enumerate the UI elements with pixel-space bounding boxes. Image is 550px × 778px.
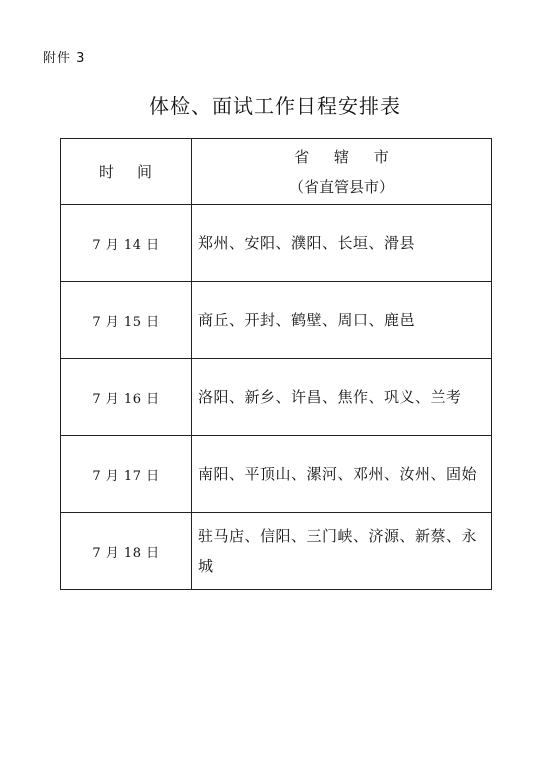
- row-cities: 南阳、平顶山、漯河、邓州、汝州、固始: [192, 436, 492, 513]
- header-region-line2: （省直管县市）: [288, 177, 394, 196]
- table-row: [61, 513, 492, 590]
- row-cities: 洛阳、新乡、许昌、焦作、巩义、兰考: [192, 359, 492, 436]
- page-title: 体检、面试工作日程安排表: [149, 94, 401, 118]
- table-row: [61, 436, 492, 513]
- row-cities: 商丘、开封、鹤壁、周口、鹿邑: [192, 282, 492, 359]
- table-row: [61, 359, 492, 436]
- row-date: 7 月 18 日: [61, 513, 192, 590]
- table-row: [61, 205, 492, 282]
- attachment-label: 附件 3: [43, 51, 86, 66]
- table-row: [61, 282, 492, 359]
- row-cities: 郑州、安阳、濮阳、长垣、滑县: [192, 205, 492, 282]
- schedule-table: [60, 138, 492, 590]
- header-time-char-2: 间: [137, 163, 154, 181]
- row-date: 7 月 15 日: [61, 282, 192, 359]
- row-date: 7 月 16 日: [61, 359, 192, 436]
- header-region: [192, 139, 492, 205]
- header-time: [61, 139, 192, 205]
- header-time-char-1: 时: [98, 163, 115, 181]
- table-header-row: [61, 139, 492, 205]
- row-cities: 驻马店、信阳、三门峡、济源、新蔡、永城: [192, 513, 492, 590]
- header-region-line1: 省 辖 市: [294, 147, 399, 166]
- row-date: 7 月 14 日: [61, 205, 192, 282]
- row-date: 7 月 17 日: [61, 436, 192, 513]
